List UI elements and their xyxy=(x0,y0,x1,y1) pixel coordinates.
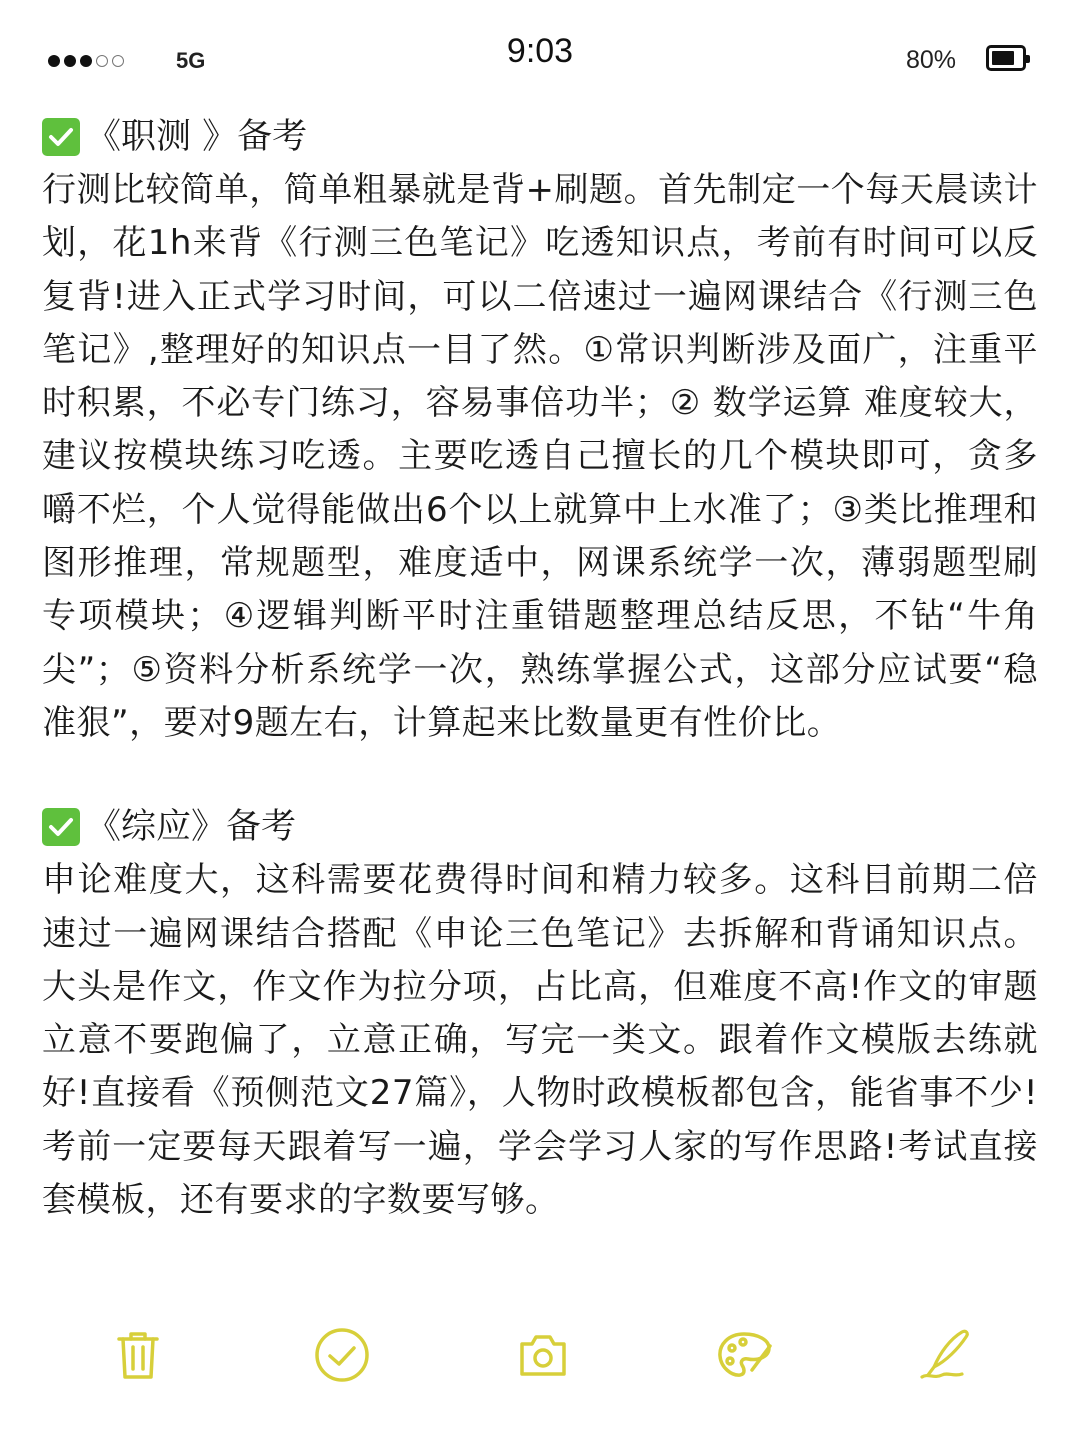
delete-button[interactable] xyxy=(98,1315,178,1395)
bottom-toolbar xyxy=(0,1315,1080,1395)
note-section-zongying xyxy=(42,800,1038,1227)
palette-button[interactable] xyxy=(705,1315,785,1395)
check-mark-icon xyxy=(42,118,80,156)
note-content[interactable] xyxy=(42,110,1038,1227)
note-section-zhice xyxy=(42,110,1038,750)
section-heading xyxy=(42,800,1038,854)
clock: 9:03 xyxy=(506,32,574,70)
checklist-icon xyxy=(314,1327,370,1383)
section-body: 申论难度大，这科需要花费得时间和精力较多。这科目前期二倍速过一遍网课结合搭配《申论三色笔记》去拆解和背诵知识点。大头是作文，作文作为拉分项，占比高，但难度不高!作文的审题立意不要跑偏了，立意正确，写完一类文。跟着作文模版去练就好!直接看《预侧范文27篇》，人物时政模板都包含，能省事不少!考前一定要每天跟着写一遍，学会学习人家的写作思路!考试直接套模板，还有要求的字数要写够。 xyxy=(42,860,1038,1221)
trash-icon xyxy=(114,1329,162,1381)
section-body: 行测比较简单，简单粗暴就是背+刷题。首先制定一个每天晨读计划，花1h来背《行测三色笔记》吃透知识点，考前有时间可以反复背!进入正式学习时间，可以二倍速过一遍网课结合《行测三色笔记》,整理好的知识点一目了然。①常识判断涉及面广，注重平时积累，不必专门练习，容易事倍功半；② 数学运算 难度较大，建议按模块练习吃透。主要吃透自己擅长的几个模块即可，贪多嚼不烂，个人觉得能做出6个以上就算中上水准了；③类比推理和图形推理，常规题型，难度适中，网课系统学一次，薄弱题型刷专项模块；④逻辑判断平时注重错题整理总结反思，不钻“牛角尖”；⑤资料分析系统学一次，熟练掌握公式，这部分应试要“稳准狠”，要对9题左右，计算起来比数量更有性价比。 xyxy=(42,170,1038,743)
check-mark-icon xyxy=(42,808,80,846)
network-type: 5G xyxy=(176,48,206,73)
section-title: 《职测 》备考 xyxy=(86,117,308,157)
battery-level xyxy=(992,51,1014,65)
camera-icon xyxy=(517,1332,569,1378)
palette-icon xyxy=(716,1330,774,1380)
handwriting-button[interactable] xyxy=(908,1315,988,1395)
battery-icon xyxy=(986,45,1026,71)
checklist-button[interactable] xyxy=(302,1315,382,1395)
pen-icon xyxy=(918,1327,978,1383)
section-title: 《综应》备考 xyxy=(86,807,297,848)
battery-percent: 80% xyxy=(906,46,957,74)
section-spacer xyxy=(42,750,1038,800)
section-heading xyxy=(42,110,1038,164)
camera-button[interactable] xyxy=(503,1315,583,1395)
status-bar xyxy=(0,0,1080,110)
